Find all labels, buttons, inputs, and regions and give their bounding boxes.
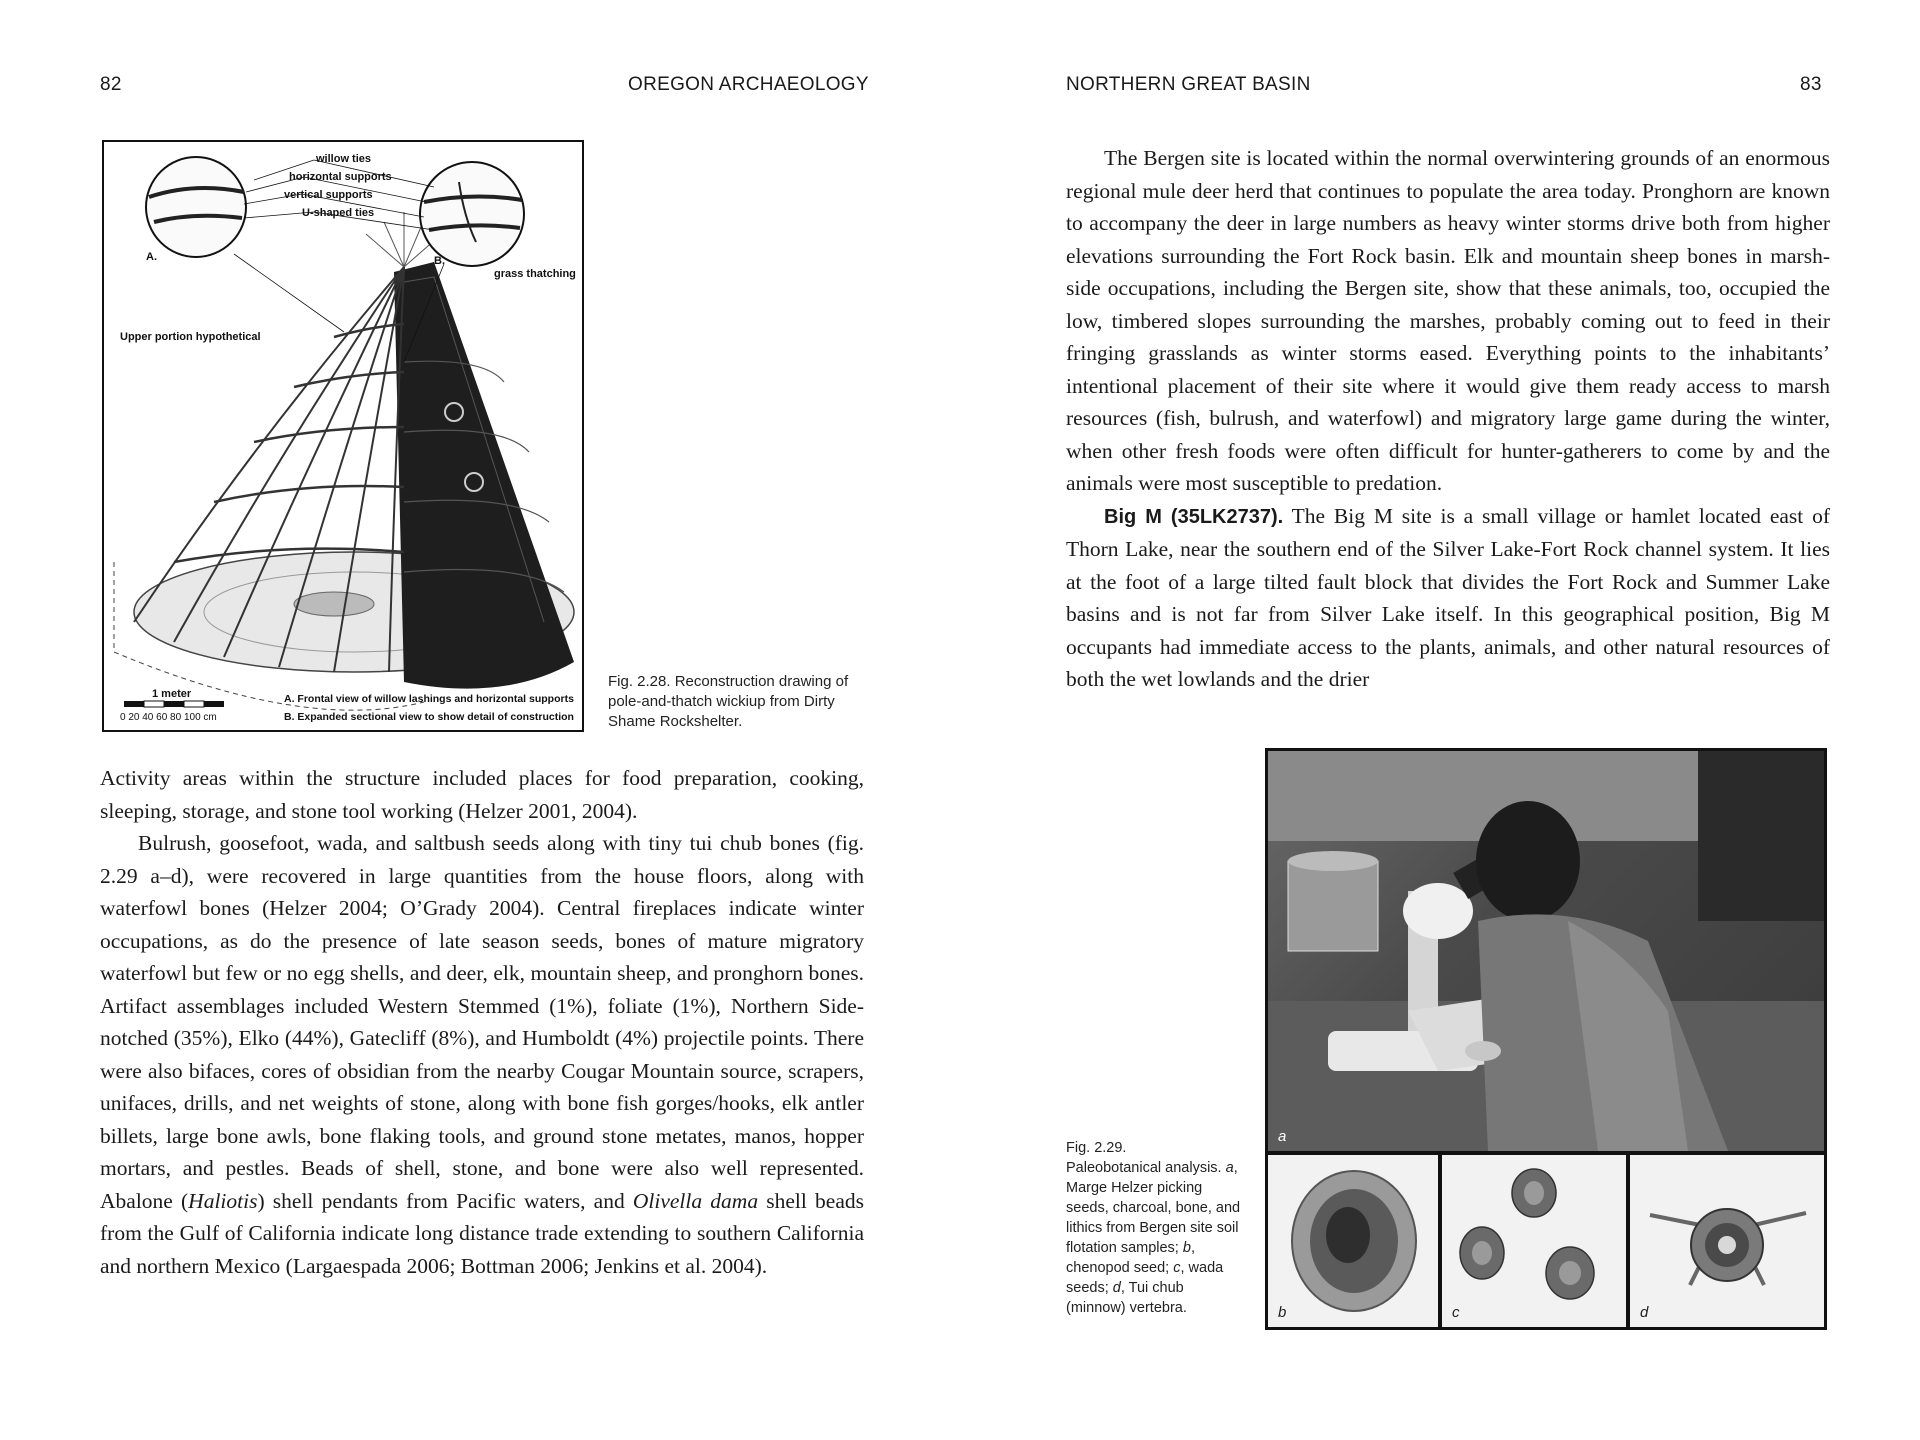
paragraph (100, 827, 864, 1282)
caption-letter: c (1173, 1260, 1181, 1276)
page-number-right: 83 (1800, 74, 1822, 95)
label-willow-ties: willow ties (316, 153, 372, 165)
figure-paleobotanical (1265, 748, 1827, 1330)
label-vertical-supports: vertical supports (284, 189, 373, 201)
scale-ticks: 0 20 40 60 80 100 cm (120, 712, 217, 723)
label-inset-b: B. (434, 255, 445, 267)
panel-letter-d: d (1640, 1304, 1649, 1321)
label-grass-thatching: grass thatching (494, 268, 576, 280)
caption-letter: a (1225, 1160, 1234, 1176)
paragraph-text: The Big M site is a small village or hamlet located east of Thorn Lake, near the southern end of the Silver Lake-Fort Rock channel system. It lies at the foot of a large tilted fault block that divides the Fort Rock and Summer Lake basins and is not far from Silver Lake itself. In this geographical position, Big M occupants had immediate access to the plants, animals, and other natural resources of both the wet lowlands and the drier (1066, 503, 1830, 691)
caption-text: , Marge Helzer picking seeds, charcoal, bone, and lithics from Bergen site soil flotation samples; (1066, 1160, 1241, 1256)
label-inset-a: A. (146, 251, 157, 263)
right-body-text (1066, 142, 1830, 696)
chenopod-seed-image (1268, 1155, 1438, 1327)
page-number-left: 82 (100, 74, 122, 95)
left-body-text (100, 762, 864, 1282)
label-horizontal-supports: horizontal supports (289, 171, 392, 183)
running-head-left: OREGON ARCHAEOLOGY (628, 74, 869, 95)
caption-text: , chenopod seed; (1066, 1240, 1195, 1276)
photo-panel-c (1442, 1155, 1626, 1327)
panel-letter-c: c (1452, 1304, 1460, 1321)
italic-term: Olivella dama (632, 1188, 759, 1213)
running-head-right: NORTHERN GREAT BASIN (1066, 74, 1311, 95)
caption-text: , Tui chub (minnow) vertebra. (1066, 1280, 1187, 1316)
photo-panel-d (1630, 1155, 1824, 1327)
caption-lead: Paleobotanical analysis. (1066, 1160, 1222, 1176)
label-upper-portion: Upper portion hypothetical (120, 331, 261, 343)
label-u-shaped-ties: U-shaped ties (302, 207, 375, 219)
paragraph: The Bergen site is located within the normal overwintering grounds of an enormous regional mule deer herd that continues to populate the area today. Pronghorn are known to accompany the deer in large numbers as heavy winter storms drive both from higher elevations surrounding the Fort Rock basin. Elk and mountain sheep bones in marsh-side occupations, including the Bergen site, show that these animals, too, occupied the low, timbered slopes surrounding the marshes, probably coming out to feed in their fringing grasslands as winter storms eased. Everything points to the inhabitants’ intentional placement of their site where it would give them ready access to marsh resources (fish, bulrush, and waterfowl) and migratory large game during the winter, when other fresh foods were often difficult for hunter-gatherers to come by and the animals were most susceptible to predation. (1066, 146, 1830, 495)
tui-chub-vertebra-image (1630, 1155, 1824, 1327)
section-heading: Big M (35LK2737). (1104, 505, 1284, 528)
scale-title: 1 meter (152, 688, 192, 700)
figure-caption-2-29 (1066, 1138, 1246, 1318)
panel-letter-b: b (1278, 1304, 1287, 1321)
photo-panel-a (1268, 751, 1824, 1151)
caption-text: , wada seeds; (1066, 1260, 1224, 1296)
italic-term: Haliotis (188, 1188, 258, 1213)
paragraph-text: Bulrush, goosefoot, wada, and saltbush seeds along with tiny tui chub bones (fig. 2.29 a–d), were recovered in large quantities from the house floors, along with waterfowl bones (Helzer 2004; O’Grady 2004). Central fireplaces indicate winter occupations, as do the presence of late season seeds, bones of mature migratory waterfowl but few or no egg shells, and deer, elk, mountain sheep, and pronghorn bones. Artifact assemblages included Western Stemmed (1%), foliate (1%), Northern Side-notched (35%), Elko (44%), Gatecliff (8%), and Humboldt (4%) projectile points. There were also bifaces, cores of obsidian from the nearby Cougar Mountain source, scrapers, unifaces, drills, and net weights of stone, along with bone fish gorges/hooks, elk antler billets, large bone awls, bone flaking tools, and ground stone metates, manos, hopper mortars, and pestles. Beads of shell, stone, and bone were also well represented. Abalone ( (100, 831, 864, 1213)
panel-letter-a: a (1278, 1128, 1287, 1145)
paragraph (1066, 500, 1830, 696)
figure-wickiup-drawing (102, 140, 584, 732)
caption-letter: b (1182, 1240, 1191, 1256)
paragraph-text: ) shell pendants from Pacific waters, and (257, 1188, 633, 1213)
paragraph: Activity areas within the structure included places for food preparation, cooking, sleeping, storage, and stone tool working (Helzer 2001, 2004). (100, 766, 864, 823)
scale-bar (124, 701, 224, 707)
legend-a: A. Frontal view of willow lashings and horizontal supports (284, 693, 574, 705)
microscope-scene (1268, 751, 1824, 1151)
legend-b: B. Expanded sectional view to show detail of construction (284, 711, 574, 723)
wada-seeds-image (1442, 1155, 1626, 1327)
caption-title: Fig. 2.29. (1066, 1140, 1127, 1156)
figure-caption-2-28: Fig. 2.28. Reconstruction drawing of pole-and-thatch wickiup from Dirty Shame Rockshelter. (608, 673, 849, 730)
photo-panel-b (1268, 1155, 1438, 1327)
caption-letter: d (1112, 1280, 1121, 1296)
wickiup-illustration (104, 142, 582, 730)
paragraph-text: shell beads from the Gulf of California indicate long distance trade extending to southern California and northern Mexico (Largaespada 2006; Bottman 2006; Jenkins et al. 2004). (100, 1188, 864, 1278)
